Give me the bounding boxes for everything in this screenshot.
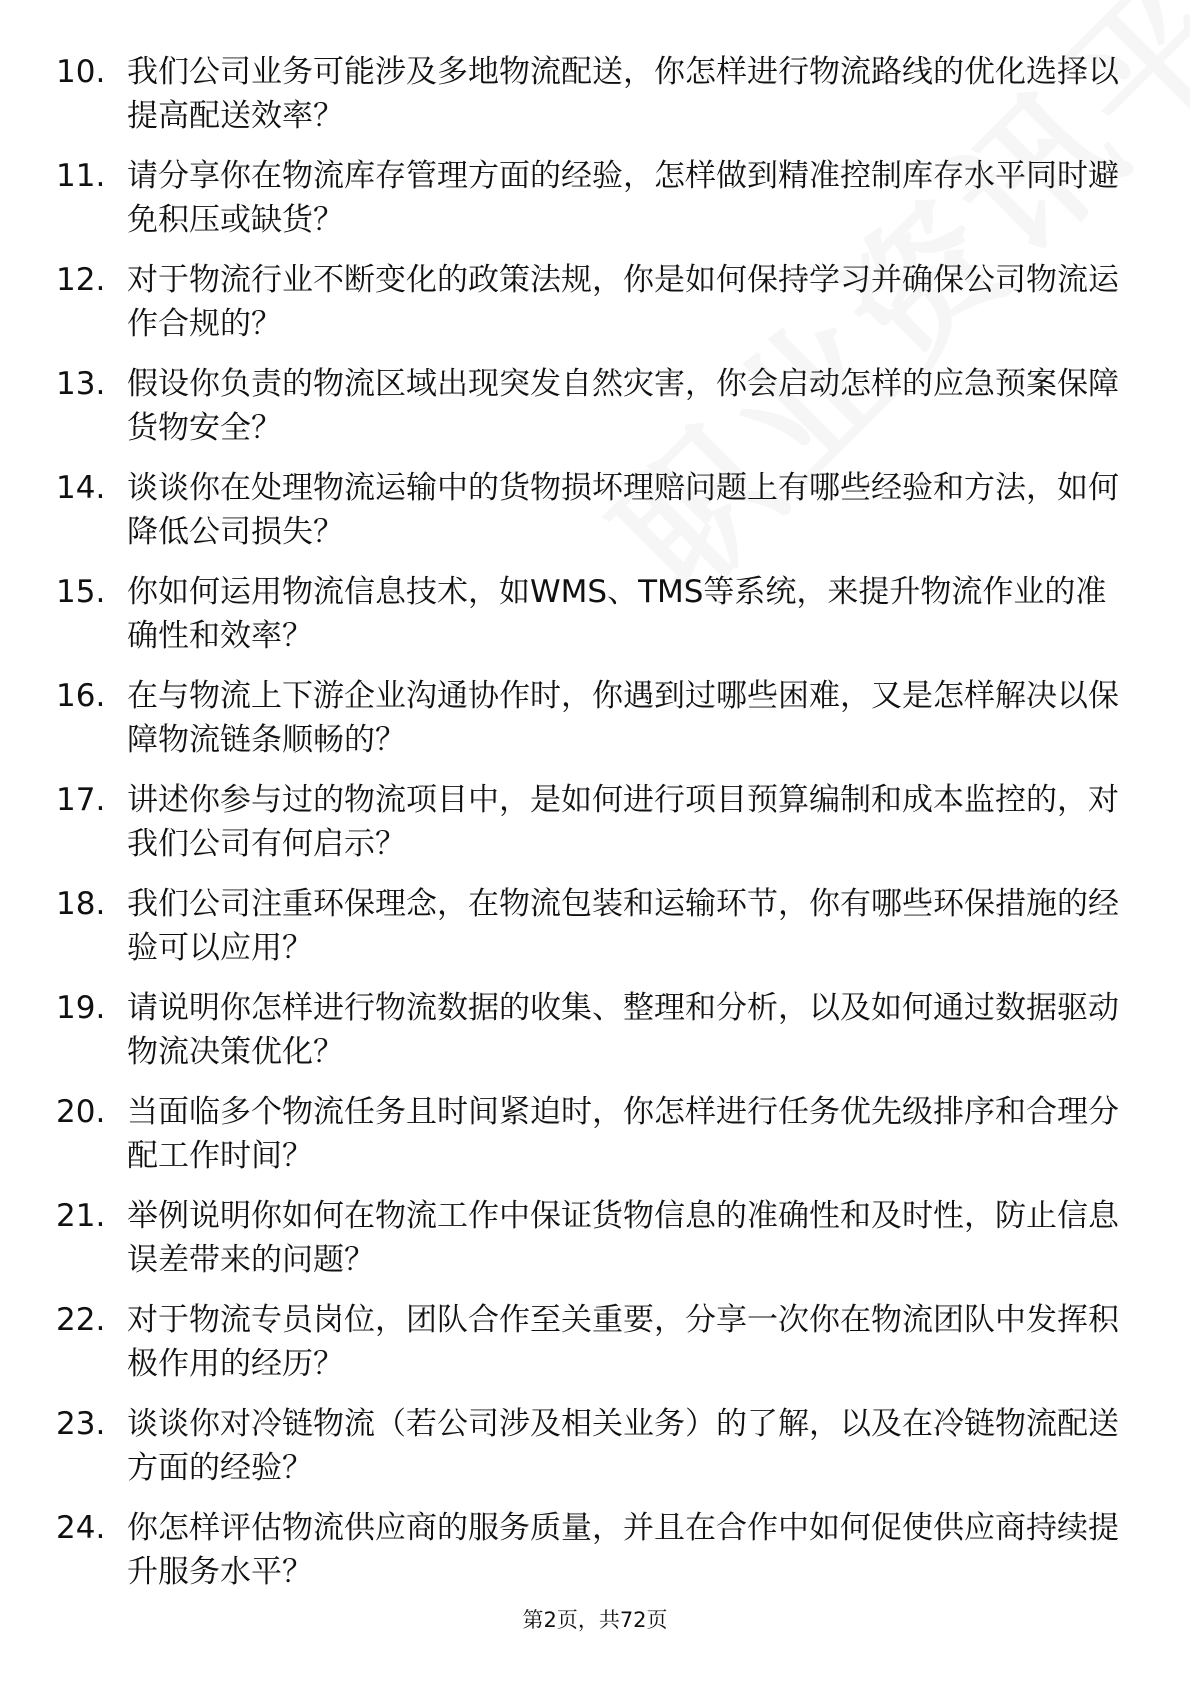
list-item <box>56 50 1136 154</box>
question-number: 18. <box>56 886 106 922</box>
question-text: 谈谈你对冷链物流（若公司涉及相关业务）的了解，以及在冷链物流配送方面的经验？ <box>127 1406 1119 1486</box>
list-item <box>56 570 1136 674</box>
list-item <box>56 1506 1136 1610</box>
question-number: 20. <box>56 1094 106 1130</box>
question-text: 举例说明你如何在物流工作中保证货物信息的准确性和及时性，防止信息误差带来的问题？ <box>127 1198 1119 1278</box>
question-number: 16. <box>56 678 106 714</box>
question-text: 讲述你参与过的物流项目中，是如何进行项目预算编制和成本监控的，对我们公司有何启示？ <box>127 782 1119 862</box>
list-item <box>56 1402 1136 1506</box>
question-number: 15. <box>56 574 106 610</box>
list-item <box>56 466 1136 570</box>
list-item <box>56 674 1136 778</box>
question-number: 12. <box>56 262 106 298</box>
question-text: 请分享你在物流库存管理方面的经验，怎样做到精准控制库存水平同时避免积压或缺货？ <box>127 158 1119 238</box>
question-number: 19. <box>56 990 106 1026</box>
question-number: 17. <box>56 782 106 818</box>
question-number: 24. <box>56 1510 106 1546</box>
question-number: 22. <box>56 1302 106 1338</box>
question-text: 谈谈你在处理物流运输中的货物损坏理赔问题上有哪些经验和方法，如何降低公司损失？ <box>127 470 1119 550</box>
question-text: 我们公司注重环保理念，在物流包装和运输环节，你有哪些环保措施的经验可以应用？ <box>127 886 1119 966</box>
question-text: 对于物流专员岗位，团队合作至关重要，分享一次你在物流团队中发挥积极作用的经历？ <box>127 1302 1119 1382</box>
list-item <box>56 986 1136 1090</box>
list-item <box>56 1194 1136 1298</box>
question-text: 在与物流上下游企业沟通协作时，你遇到过哪些困难，又是怎样解决以保障物流链条顺畅的？ <box>127 678 1119 758</box>
question-text: 对于物流行业不断变化的政策法规，你是如何保持学习并确保公司物流运作合规的？ <box>127 262 1119 342</box>
question-number: 11. <box>56 158 106 194</box>
list-item <box>56 362 1136 466</box>
question-number: 13. <box>56 366 106 402</box>
list-item <box>56 1090 1136 1194</box>
list-item <box>56 258 1136 362</box>
question-text: 请说明你怎样进行物流数据的收集、整理和分析，以及如何通过数据驱动物流决策优化？ <box>127 990 1119 1070</box>
list-item <box>56 154 1136 258</box>
page-footer: 第2页，共72页 <box>522 1608 668 1632</box>
question-number: 23. <box>56 1406 106 1442</box>
list-item <box>56 1298 1136 1402</box>
question-number: 10. <box>56 54 106 90</box>
question-text: 假设你负责的物流区域出现突发自然灾害，你会启动怎样的应急预案保障货物安全？ <box>127 366 1119 446</box>
question-number: 21. <box>56 1198 106 1234</box>
question-number: 14. <box>56 470 106 506</box>
question-list <box>56 50 1136 1610</box>
list-item <box>56 778 1136 882</box>
question-text: 你怎样评估物流供应商的服务质量，并且在合作中如何促使供应商持续提升服务水平？ <box>127 1510 1119 1590</box>
question-text: 我们公司业务可能涉及多地物流配送，你怎样进行物流路线的优化选择以提高配送效率？ <box>127 54 1119 134</box>
question-text: 当面临多个物流任务且时间紧迫时，你怎样进行任务优先级排序和合理分配工作时间？ <box>127 1094 1119 1174</box>
list-item <box>56 882 1136 986</box>
question-text: 你如何运用物流信息技术，如WMS、TMS等系统，来提升物流作业的准确性和效率？ <box>127 574 1107 654</box>
